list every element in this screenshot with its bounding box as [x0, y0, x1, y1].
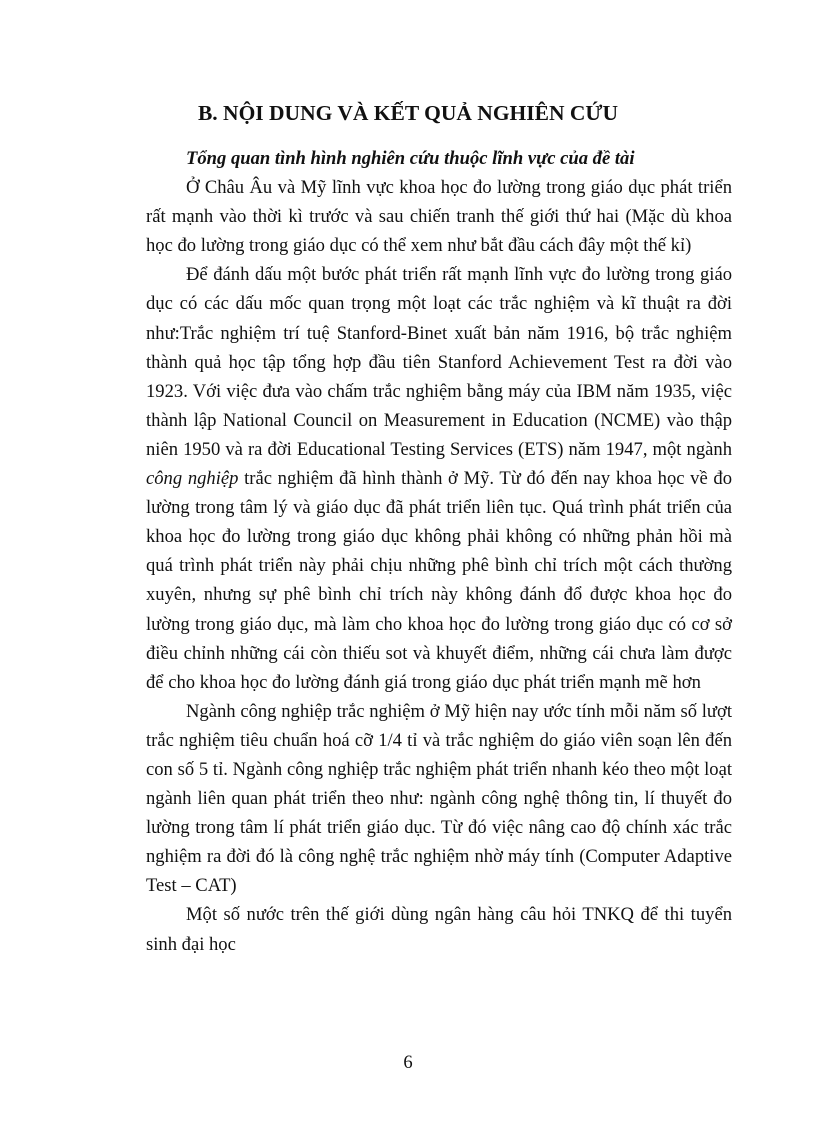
- paragraph-2-text-end: trắc nghiệm đã hình thành ở Mỹ. Từ đó đến nay khoa học về đo lường trong tâm lý và giáo dục đã phát triển liên tục. Quá trình phát triển của khoa học đo lường trong giáo dục không phải không có những phản hồi mà quá trình phát triển này phải chịu những phê bình chỉ trích một cách thường xuyên, nhưng sự phê bình chỉ trích này không đánh đổ được khoa học đo lường trong giáo dục, mà làm cho khoa học đo lường trong giáo dục có cơ sở điều chỉnh những cái còn thiếu sot và khuyết điểm, những cái chưa làm được để cho khoa học đo lường đánh giá trong giáo dục phát triển mạnh mẽ hơn: [146, 468, 732, 693]
- page-number: 6: [403, 1052, 413, 1073]
- paragraph-4: Một số nước trên thế giới dùng ngân hàng câu hỏi TNKQ để thi tuyển sinh đại học: [146, 904, 732, 955]
- paragraph-2: [146, 260, 732, 696]
- paragraph-3: Ngành công nghiệp trắc nghiệm ở Mỹ hiện nay ước tính mỗi năm số lượt trắc nghiệm tiêu chuẩn hoá cỡ 1/4 tỉ và trắc nghiệm do giáo viên soạn lên đến con số 5 tỉ. Ngành công nghiệp trắc nghiệm phát triển nhanh kéo theo một loạt ngành liên quan phát triển theo như: ngành công nghệ thông tin, lí thuyết đo lường trong tâm lí phát triển giáo dục. Từ đó việc nâng cao độ chính xác trắc nghiệm ra đời đó là công nghệ trắc nghiệm nhờ máy tính (Computer Adaptive Test – CAT): [146, 700, 732, 897]
- subsection-heading: Tổng quan tình hình nghiên cứu thuộc lĩnh vực của đề tài: [186, 148, 635, 169]
- section-heading: B. NỘI DUNG VÀ KẾT QUẢ NGHIÊN CỨU: [197, 101, 619, 125]
- paragraph-1: Ở Châu Âu và Mỹ lĩnh vực khoa học đo lường trong giáo dục phát triển rất mạnh vào thời kì trước và sau chiến tranh thế giới thứ hai (Mặc dù khoa học đo lường trong giáo dục có thể xem như bắt đầu cách đây một thế kỉ): [146, 177, 732, 257]
- paragraph-2-text-start: Để đánh dấu một bước phát triển rất mạnh lĩnh vực đo lường trong giáo dục có các dấu mốc quan trọng một loạt các trắc nghiệm và kĩ thuật ra đời như:Trắc nghiệm trí tuệ Stanford-Binet xuất bản năm 1916, bộ trắc nghiệm thành quả học tập tổng hợp đầu tiên Stanford Achievement Test ra đời vào 1923. Với việc đưa vào chấm trắc nghiệm bằng máy của IBM năm 1935, việc thành lập National Council on Measurement in Education (NCME) vào thập niên 1950 và ra đời Educational Testing Services (ETS) năm 1947, một ngành: [146, 264, 732, 460]
- body-text: [146, 144, 732, 959]
- paragraph-2-emphasis: công nghiệp: [146, 468, 239, 490]
